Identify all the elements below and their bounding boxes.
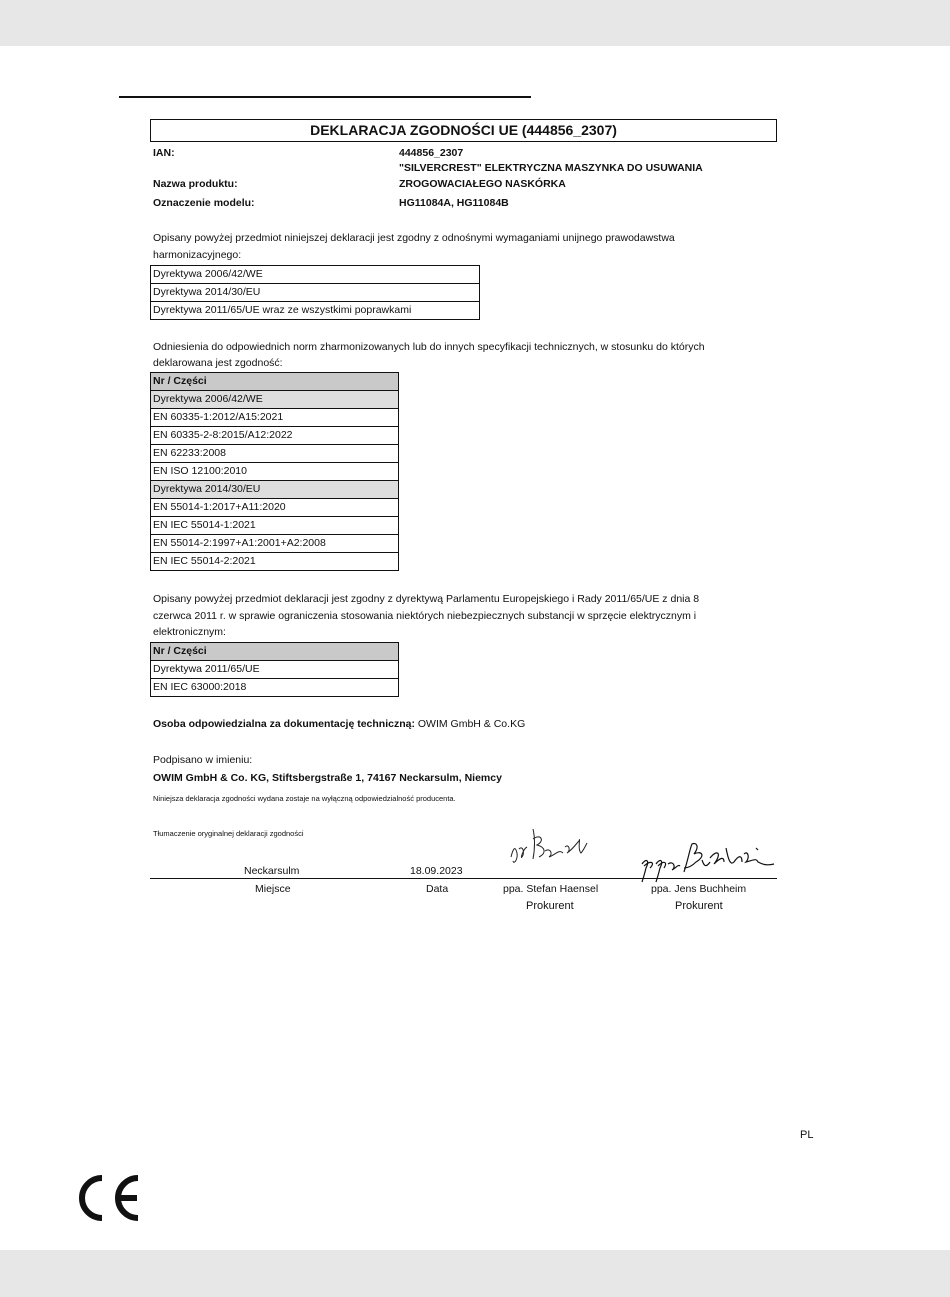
- product-label: Nazwa produktu:: [153, 178, 238, 190]
- standards-row: EN ISO 12100:2010: [151, 463, 399, 481]
- para3-line1: Opisany powyżej przedmiot deklaracji jest zgodny z dyrektywą Parlamentu Europejskiego i Rady 2011/65/UE z dnia 8: [153, 593, 700, 605]
- translation-note: Tłumaczenie oryginalnej deklaracji zgodności: [153, 829, 304, 838]
- rohs-row: Dyrektywa 2011/65/UE: [151, 661, 399, 679]
- place-label: Miejsce: [255, 883, 291, 895]
- standards-row: Dyrektywa 2006/42/WE: [151, 391, 399, 409]
- date-value: 18.09.2023: [410, 865, 463, 877]
- place-value: Neckarsulm: [244, 865, 300, 877]
- para3-line3: elektronicznym:: [153, 626, 226, 638]
- signer2-role: Prokurent: [675, 900, 723, 912]
- signature-haensel: [505, 819, 595, 869]
- model-label: Oznaczenie modelu:: [153, 197, 255, 209]
- language-code: PL: [800, 1129, 814, 1141]
- para1-line1: Opisany powyżej przedmiot niniejszej deklaracji jest zgodny z odnośnymi wymaganiami unijnego prawodawstwa: [153, 232, 675, 244]
- directives-table: [150, 265, 480, 320]
- standards-row: Dyrektywa 2014/30/EU: [151, 481, 399, 499]
- para1-line2: harmonizacyjnego:: [153, 249, 242, 261]
- standards-row: EN 60335-1:2012/A15:2021: [151, 409, 399, 427]
- standards-table: [150, 372, 399, 571]
- ian-value: 444856_2307: [399, 147, 464, 159]
- standards-row: EN IEC 55014-2:2021: [151, 553, 399, 571]
- signature-line: [150, 878, 777, 879]
- standards-row: EN 55014-1:2017+A11:2020: [151, 499, 399, 517]
- top-rule: [119, 96, 531, 98]
- standards-row: EN 55014-2:1997+A1:2001+A2:2008: [151, 535, 399, 553]
- ce-mark-icon: [72, 1174, 140, 1222]
- rohs-row: EN IEC 63000:2018: [151, 679, 399, 697]
- rohs-header: Nr / Części: [151, 643, 399, 661]
- standards-row: EN IEC 55014-1:2021: [151, 517, 399, 535]
- para3-line2: czerwca 2011 r. w sprawie ograniczenia stosowania niektórych niebezpiecznych substancji w sprzęcie elektrycznym i: [153, 610, 697, 622]
- directive-row: Dyrektywa 2011/65/UE wraz ze wszystkimi poprawkami: [151, 302, 480, 320]
- para2-line1: Odniesienia do odpowiednich norm zharmonizowanych lub do innych specyfikacji technicznych, w stosunku do których: [153, 341, 705, 353]
- responsibility-note: Niniejsza deklaracja zgodności wydana zostaje na wyłączną odpowiedzialność producenta.: [153, 794, 456, 803]
- directive-row: Dyrektywa 2014/30/EU: [151, 284, 480, 302]
- signed-label: Podpisano w imieniu:: [153, 754, 253, 766]
- signer1-name: ppa. Stefan Haensel: [503, 883, 599, 895]
- signer1-role: Prokurent: [526, 900, 574, 912]
- document-page: [0, 46, 950, 1250]
- standards-row: EN 62233:2008: [151, 445, 399, 463]
- standards-row: EN 60335-2-8:2015/A12:2022: [151, 427, 399, 445]
- responsible-value: OWIM GmbH & Co.KG: [417, 718, 526, 730]
- declaration-title: DEKLARACJA ZGODNOŚCI UE (444856_2307): [150, 119, 777, 142]
- product-value-line2: ZROGOWACIAŁEGO NASKÓRKA: [399, 178, 566, 190]
- model-value: HG11084A, HG11084B: [399, 197, 509, 209]
- product-value-line1: "SILVERCREST" ELEKTRYCZNA MASZYNKA DO USUWANIA: [399, 162, 703, 174]
- date-label: Data: [426, 883, 449, 895]
- responsible-label: Osoba odpowiedzialna za dokumentację techniczną:: [153, 718, 415, 730]
- ian-label: IAN:: [153, 147, 175, 159]
- responsible-person: [153, 718, 525, 730]
- standards-header: Nr / Części: [151, 373, 399, 391]
- rohs-table: [150, 642, 399, 697]
- directive-row: Dyrektywa 2006/42/WE: [151, 266, 480, 284]
- signed-company: OWIM GmbH & Co. KG, Stiftsbergstraße 1, 74167 Neckarsulm, Niemcy: [153, 772, 502, 784]
- signer2-name: ppa. Jens Buchheim: [651, 883, 747, 895]
- para2-line2: deklarowana jest zgodność:: [153, 357, 283, 369]
